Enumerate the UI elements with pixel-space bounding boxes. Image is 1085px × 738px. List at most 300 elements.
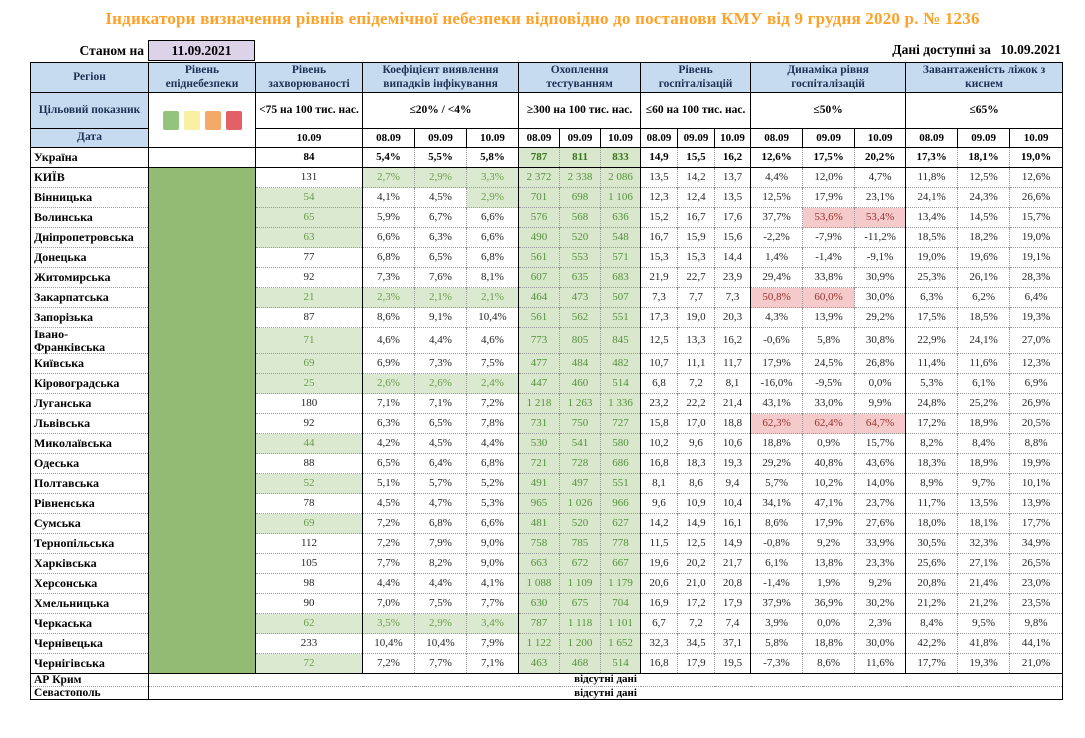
detection-cell: 6,4%	[415, 454, 467, 474]
indicators-table	[30, 62, 1063, 700]
dynamics-cell: 64,7%	[855, 414, 906, 434]
beds-cell: 24,3%	[958, 188, 1010, 208]
dynamics-cell: -0,8%	[751, 534, 803, 554]
legend-red-swatch	[226, 111, 242, 130]
as-of-block	[30, 40, 255, 61]
beds-cell: 18,2%	[958, 228, 1010, 248]
detection-cell: 7,0%	[363, 594, 415, 614]
dynamics-cell: 26,8%	[855, 354, 906, 374]
detection-cell: 4,6%	[363, 328, 415, 354]
detection-cell: 10,4%	[467, 308, 519, 328]
dynamics-cell: 24,5%	[803, 354, 855, 374]
hospitalization-cell: 10,4	[715, 494, 751, 514]
beds-cell: 6,9%	[1010, 374, 1063, 394]
testing-cell: 667	[601, 554, 641, 574]
beds-cell: 21,2%	[906, 594, 958, 614]
dynamics-cell: 53,6%	[803, 208, 855, 228]
hospitalization-cell: 14,4	[715, 248, 751, 268]
testing-cell: 553	[560, 248, 601, 268]
beds-cell: 18,5%	[958, 308, 1010, 328]
hospitalization-cell: 18,8	[715, 414, 751, 434]
region-cell: Волинська	[31, 208, 149, 228]
hospitalization-cell: 9,6	[678, 434, 715, 454]
testing-cell: 686	[601, 454, 641, 474]
beds-cell: 18,5%	[906, 228, 958, 248]
detection-cell: 6,6%	[467, 228, 519, 248]
dynamics-cell: 17,9%	[751, 354, 803, 374]
detection-cell: 6,6%	[363, 228, 415, 248]
incidence-cell: 71	[256, 328, 363, 354]
testing-cell: 576	[519, 208, 560, 228]
header-epid-level: Рівень епіднебезпеки	[149, 63, 256, 93]
testing-cell: 1 088	[519, 574, 560, 594]
detection-cell: 4,4%	[467, 434, 519, 454]
testing-cell: 464	[519, 288, 560, 308]
testing-cell: 630	[519, 594, 560, 614]
testing-cell: 966	[601, 494, 641, 514]
dynamics-cell: -16,0%	[751, 374, 803, 394]
testing-cell: 833	[601, 148, 641, 168]
date-cell: 09.09	[803, 129, 855, 148]
testing-cell: 731	[519, 414, 560, 434]
beds-cell: 13,5%	[958, 494, 1010, 514]
testing-cell: 675	[560, 594, 601, 614]
beds-cell: 18,9%	[958, 454, 1010, 474]
testing-cell: 1 026	[560, 494, 601, 514]
detection-cell: 2,9%	[415, 614, 467, 634]
dynamics-cell: 17,9%	[803, 514, 855, 534]
dynamics-cell: 12,6%	[751, 148, 803, 168]
detection-cell: 2,4%	[467, 374, 519, 394]
target-detection: ≤20% / <4%	[363, 93, 519, 129]
testing-cell: 507	[601, 288, 641, 308]
hospitalization-cell: 21,4	[715, 394, 751, 414]
testing-cell: 750	[560, 414, 601, 434]
dynamics-cell: 17,9%	[803, 188, 855, 208]
detection-cell: 5,5%	[415, 148, 467, 168]
beds-cell: 12,5%	[958, 168, 1010, 188]
detection-cell: 9,0%	[467, 554, 519, 574]
detection-cell: 7,3%	[415, 354, 467, 374]
detection-cell: 4,7%	[415, 494, 467, 514]
beds-cell: 18,0%	[906, 514, 958, 534]
testing-cell: 805	[560, 328, 601, 354]
dynamics-cell: 60,0%	[803, 288, 855, 308]
detection-cell: 2,3%	[363, 288, 415, 308]
testing-cell: 463	[519, 654, 560, 674]
dynamics-cell: 43,6%	[855, 454, 906, 474]
header-detection: Коефіцієнт виявлення випадків інфікування	[363, 63, 519, 93]
dynamics-cell: 37,7%	[751, 208, 803, 228]
testing-cell: 1 122	[519, 634, 560, 654]
testing-cell: 785	[560, 534, 601, 554]
table-row	[31, 687, 1063, 700]
dynamics-cell: 14,0%	[855, 474, 906, 494]
detection-cell: 9,0%	[467, 534, 519, 554]
beds-cell: 19,6%	[958, 248, 1010, 268]
legend-swatches	[160, 114, 244, 126]
dynamics-cell: 5,8%	[803, 328, 855, 354]
incidence-cell: 233	[256, 634, 363, 654]
detection-cell: 7,2%	[363, 514, 415, 534]
testing-cell: 845	[601, 328, 641, 354]
detection-cell: 4,1%	[363, 188, 415, 208]
detection-cell: 6,6%	[467, 208, 519, 228]
hospitalization-cell: 7,3	[715, 288, 751, 308]
testing-cell: 636	[601, 208, 641, 228]
as-of-label: Станом на	[79, 42, 144, 58]
legend-yellow-swatch	[184, 111, 200, 130]
hospitalization-cell: 6,7	[641, 614, 678, 634]
incidence-cell: 72	[256, 654, 363, 674]
beds-cell: 15,7%	[1010, 208, 1063, 228]
hospitalization-cell: 23,2	[641, 394, 678, 414]
beds-cell: 27,0%	[1010, 328, 1063, 354]
detection-cell: 7,5%	[415, 594, 467, 614]
incidence-cell: 92	[256, 268, 363, 288]
detection-cell: 6,3%	[415, 228, 467, 248]
hospitalization-cell: 13,3	[678, 328, 715, 354]
dynamics-cell: 13,9%	[803, 308, 855, 328]
table-row	[31, 674, 1063, 687]
incidence-cell: 105	[256, 554, 363, 574]
dynamics-cell: 3,9%	[751, 614, 803, 634]
table-row	[31, 148, 1063, 168]
testing-cell: 497	[560, 474, 601, 494]
region-cell: Херсонська	[31, 574, 149, 594]
beds-cell: 17,7%	[906, 654, 958, 674]
detection-cell: 5,7%	[415, 474, 467, 494]
testing-cell: 787	[519, 614, 560, 634]
detection-cell: 4,2%	[363, 434, 415, 454]
data-available-date: 10.09.2021	[1000, 42, 1061, 57]
hospitalization-cell: 15,2	[641, 208, 678, 228]
region-cell: Закарпатська	[31, 288, 149, 308]
detection-cell: 5,2%	[467, 474, 519, 494]
date-cell: 08.09	[363, 129, 415, 148]
hospitalization-cell: 20,3	[715, 308, 751, 328]
detection-cell: 7,2%	[363, 534, 415, 554]
hospitalization-cell: 10,6	[715, 434, 751, 454]
dynamics-cell: 4,4%	[751, 168, 803, 188]
region-cell: Чернігівська	[31, 654, 149, 674]
testing-cell: 473	[560, 288, 601, 308]
dynamics-cell: -7,9%	[803, 228, 855, 248]
legend-cell	[149, 93, 256, 148]
target-testing: ≥300 на 100 тис. нас.	[519, 93, 641, 129]
target-hospitalization: ≤60 на 100 тис. нас.	[641, 93, 751, 129]
detection-cell: 6,9%	[363, 354, 415, 374]
hospitalization-cell: 20,6	[641, 574, 678, 594]
beds-cell: 11,6%	[958, 354, 1010, 374]
region-cell: Черкаська	[31, 614, 149, 634]
incidence-cell: 69	[256, 354, 363, 374]
beds-cell: 6,1%	[958, 374, 1010, 394]
dynamics-cell: 30,0%	[855, 288, 906, 308]
testing-cell: 704	[601, 594, 641, 614]
dynamics-cell: 0,9%	[803, 434, 855, 454]
beds-cell: 24,1%	[958, 328, 1010, 354]
dynamics-cell: 18,8%	[803, 634, 855, 654]
hospitalization-cell: 32,3	[641, 634, 678, 654]
beds-cell: 8,4%	[906, 614, 958, 634]
testing-cell: 571	[601, 248, 641, 268]
testing-cell: 561	[519, 248, 560, 268]
hospitalization-cell: 14,2	[678, 168, 715, 188]
incidence-cell: 21	[256, 288, 363, 308]
testing-cell: 514	[601, 654, 641, 674]
hospitalization-cell: 14,2	[641, 514, 678, 534]
as-of-date: 11.09.2021	[148, 40, 255, 61]
testing-cell: 1 336	[601, 394, 641, 414]
testing-cell: 787	[519, 148, 560, 168]
hospitalization-cell: 7,7	[678, 288, 715, 308]
incidence-cell: 44	[256, 434, 363, 454]
detection-cell: 7,1%	[467, 654, 519, 674]
detection-cell: 10,4%	[363, 634, 415, 654]
hospitalization-cell: 15,3	[641, 248, 678, 268]
hospitalization-cell: 20,8	[715, 574, 751, 594]
hospitalization-cell: 16,1	[715, 514, 751, 534]
beds-cell: 18,1%	[958, 514, 1010, 534]
testing-cell: 477	[519, 354, 560, 374]
testing-cell: 1 218	[519, 394, 560, 414]
dynamics-cell: 62,4%	[803, 414, 855, 434]
beds-cell: 8,4%	[958, 434, 1010, 454]
testing-cell: 672	[560, 554, 601, 574]
date-cell: 08.09	[641, 129, 678, 148]
hospitalization-cell: 37,1	[715, 634, 751, 654]
date-cell: 10.09	[715, 129, 751, 148]
testing-cell: 530	[519, 434, 560, 454]
target-dynamics: ≤50%	[751, 93, 906, 129]
beds-cell: 12,3%	[1010, 354, 1063, 374]
detection-cell: 4,4%	[415, 328, 467, 354]
hospitalization-cell: 7,2	[678, 374, 715, 394]
dynamics-cell: 9,2%	[803, 534, 855, 554]
beds-cell: 6,2%	[958, 288, 1010, 308]
dynamics-cell: 27,6%	[855, 514, 906, 534]
beds-cell: 23,0%	[1010, 574, 1063, 594]
region-cell: Україна	[31, 148, 149, 168]
testing-cell: 773	[519, 328, 560, 354]
testing-cell: 728	[560, 454, 601, 474]
testing-cell: 551	[601, 308, 641, 328]
detection-cell: 7,2%	[363, 654, 415, 674]
dynamics-cell: 50,8%	[751, 288, 803, 308]
detection-cell: 2,1%	[415, 288, 467, 308]
incidence-cell: 87	[256, 308, 363, 328]
region-cell: Вінницька	[31, 188, 149, 208]
incidence-cell: 62	[256, 614, 363, 634]
hospitalization-cell: 7,2	[678, 614, 715, 634]
region-cell: Сумська	[31, 514, 149, 534]
beds-cell: 11,7%	[906, 494, 958, 514]
region-cell: Тернопільська	[31, 534, 149, 554]
hospitalization-cell: 22,2	[678, 394, 715, 414]
detection-cell: 7,9%	[415, 534, 467, 554]
hospitalization-cell: 16,7	[678, 208, 715, 228]
testing-cell: 484	[560, 354, 601, 374]
detection-cell: 7,2%	[467, 394, 519, 414]
beds-cell: 25,2%	[958, 394, 1010, 414]
dynamics-cell: 36,9%	[803, 594, 855, 614]
hospitalization-cell: 17,6	[715, 208, 751, 228]
testing-cell: 727	[601, 414, 641, 434]
beds-cell: 8,2%	[906, 434, 958, 454]
testing-cell: 663	[519, 554, 560, 574]
beds-cell: 24,8%	[906, 394, 958, 414]
table-row	[31, 168, 1063, 188]
beds-cell: 10,1%	[1010, 474, 1063, 494]
dynamics-cell: 15,7%	[855, 434, 906, 454]
incidence-cell: 78	[256, 494, 363, 514]
dynamics-cell: 1,9%	[803, 574, 855, 594]
beds-cell: 5,3%	[906, 374, 958, 394]
hospitalization-cell: 10,7	[641, 354, 678, 374]
detection-cell: 7,7%	[467, 594, 519, 614]
testing-cell: 561	[519, 308, 560, 328]
hospitalization-cell: 10,9	[678, 494, 715, 514]
beds-cell: 11,4%	[906, 354, 958, 374]
detection-cell: 5,3%	[467, 494, 519, 514]
data-available-label: Дані доступні за	[892, 42, 991, 57]
hospitalization-cell: 19,0	[678, 308, 715, 328]
testing-cell: 548	[601, 228, 641, 248]
detection-cell: 4,4%	[415, 574, 467, 594]
detection-cell: 7,6%	[415, 268, 467, 288]
dynamics-cell: 33,0%	[803, 394, 855, 414]
hospitalization-cell: 21,7	[715, 554, 751, 574]
hospitalization-cell: 17,0	[678, 414, 715, 434]
beds-cell: 17,5%	[906, 308, 958, 328]
dynamics-cell: -1,4%	[803, 248, 855, 268]
dynamics-cell: 12,0%	[803, 168, 855, 188]
detection-cell: 8,6%	[363, 308, 415, 328]
region-cell: Львівська	[31, 414, 149, 434]
hospitalization-cell: 13,5	[641, 168, 678, 188]
incidence-cell: 65	[256, 208, 363, 228]
hospitalization-cell: 13,7	[715, 168, 751, 188]
hospitalization-cell: 20,2	[678, 554, 715, 574]
hospitalization-cell: 14,9	[678, 514, 715, 534]
dynamics-cell: 43,1%	[751, 394, 803, 414]
hospitalization-cell: 17,3	[641, 308, 678, 328]
data-available-block	[886, 42, 1061, 58]
incidence-cell: 131	[256, 168, 363, 188]
hospitalization-cell: 17,9	[715, 594, 751, 614]
region-cell: Хмельницька	[31, 594, 149, 614]
date-cell: 08.09	[519, 129, 560, 148]
incidence-cell: 25	[256, 374, 363, 394]
header-testing: Охоплення тестуванням	[519, 63, 641, 93]
epid-level-cell	[149, 168, 256, 674]
region-cell: Одеська	[31, 454, 149, 474]
dynamics-cell: 5,8%	[751, 634, 803, 654]
hospitalization-cell: 16,2	[715, 328, 751, 354]
hospitalization-cell: 15,3	[678, 248, 715, 268]
beds-cell: 28,3%	[1010, 268, 1063, 288]
hospitalization-cell: 11,1	[678, 354, 715, 374]
testing-cell: 481	[519, 514, 560, 534]
dynamics-cell: 9,9%	[855, 394, 906, 414]
hospitalization-cell: 22,7	[678, 268, 715, 288]
testing-cell: 1 118	[560, 614, 601, 634]
testing-cell: 1 179	[601, 574, 641, 594]
hospitalization-cell: 12,5	[678, 534, 715, 554]
hospitalization-cell: 15,5	[678, 148, 715, 168]
testing-cell: 627	[601, 514, 641, 534]
dynamics-cell: 0,0%	[855, 374, 906, 394]
testing-cell: 778	[601, 534, 641, 554]
dynamics-cell: 13,8%	[803, 554, 855, 574]
incidence-cell: 88	[256, 454, 363, 474]
dynamics-cell: -11,2%	[855, 228, 906, 248]
beds-cell: 21,2%	[958, 594, 1010, 614]
hospitalization-cell: 9,4	[715, 474, 751, 494]
date-cell: 08.09	[906, 129, 958, 148]
detection-cell: 4,6%	[467, 328, 519, 354]
hospitalization-cell: 16,8	[641, 654, 678, 674]
testing-cell: 2 086	[601, 168, 641, 188]
detection-cell: 5,4%	[363, 148, 415, 168]
beds-cell: 27,1%	[958, 554, 1010, 574]
header-hospitalization: Рівень госпіталізацій	[641, 63, 751, 93]
region-cell: Луганська	[31, 394, 149, 414]
date-cell: 08.09	[751, 129, 803, 148]
dynamics-cell: 6,1%	[751, 554, 803, 574]
region-cell: Севастополь	[31, 687, 149, 700]
beds-cell: 26,9%	[1010, 394, 1063, 414]
region-cell: Полтавська	[31, 474, 149, 494]
testing-cell: 1 263	[560, 394, 601, 414]
detection-cell: 8,2%	[415, 554, 467, 574]
beds-cell: 17,3%	[906, 148, 958, 168]
detection-cell: 3,3%	[467, 168, 519, 188]
no-data-cell: відсутні дані	[149, 674, 1063, 687]
testing-cell: 568	[560, 208, 601, 228]
detection-cell: 2,6%	[363, 374, 415, 394]
beds-cell: 12,6%	[1010, 168, 1063, 188]
date-cell: 09.09	[678, 129, 715, 148]
dynamics-cell: 34,1%	[751, 494, 803, 514]
hospitalization-cell: 8,1	[641, 474, 678, 494]
testing-cell: 758	[519, 534, 560, 554]
testing-cell: 1 109	[560, 574, 601, 594]
testing-cell: 520	[560, 228, 601, 248]
hospitalization-cell: 15,6	[715, 228, 751, 248]
testing-cell: 1 101	[601, 614, 641, 634]
detection-cell: 2,7%	[363, 168, 415, 188]
date-cell: 10.09	[1010, 129, 1063, 148]
hospitalization-cell: 7,3	[641, 288, 678, 308]
testing-cell: 721	[519, 454, 560, 474]
beds-cell: 19,3%	[958, 654, 1010, 674]
detection-cell: 3,5%	[363, 614, 415, 634]
testing-cell: 551	[601, 474, 641, 494]
dynamics-cell: 53,4%	[855, 208, 906, 228]
testing-cell: 2 338	[560, 168, 601, 188]
beds-cell: 18,1%	[958, 148, 1010, 168]
beds-cell: 30,5%	[906, 534, 958, 554]
dynamics-cell: 62,3%	[751, 414, 803, 434]
hospitalization-cell: 11,7	[715, 354, 751, 374]
hospitalization-cell: 10,2	[641, 434, 678, 454]
detection-cell: 2,6%	[415, 374, 467, 394]
detection-cell: 5,9%	[363, 208, 415, 228]
detection-cell: 7,5%	[467, 354, 519, 374]
hospitalization-cell: 21,9	[641, 268, 678, 288]
